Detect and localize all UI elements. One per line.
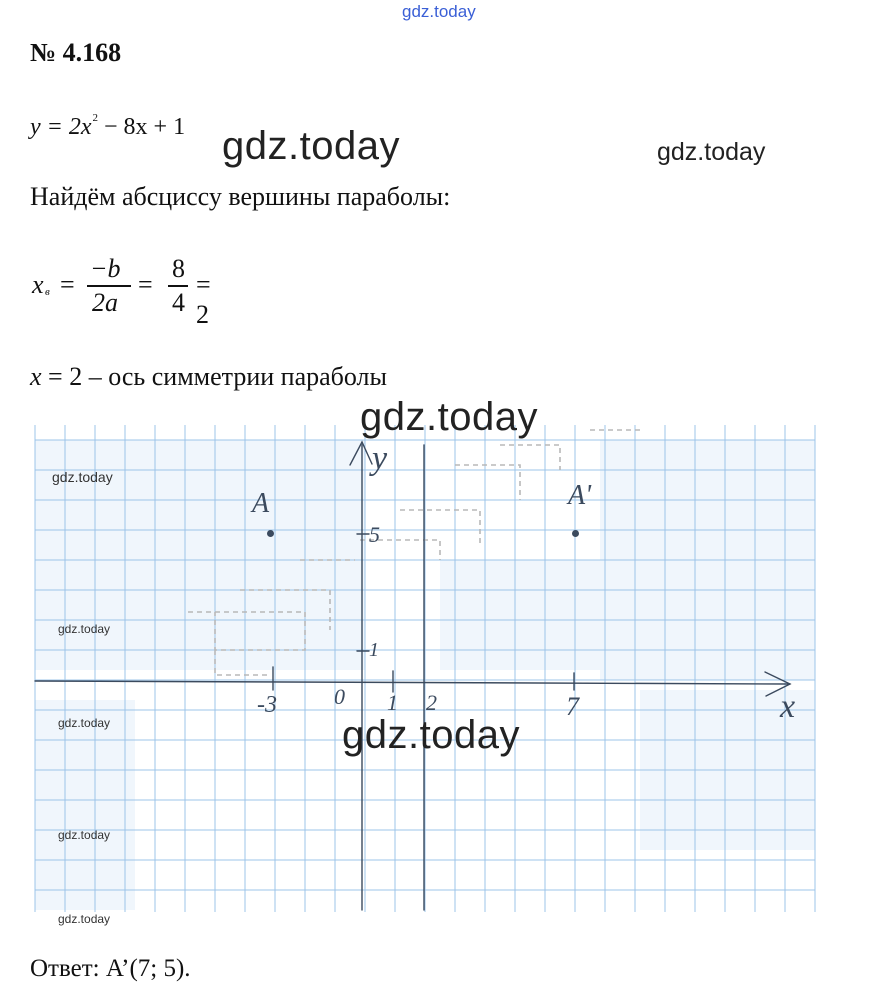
point-a-prime [572,530,579,537]
vertex-result: = 2 [196,270,211,329]
equation-lhs: y = 2 [30,114,81,140]
equation-x: x [80,114,92,140]
vertex-num2: 8 [172,254,185,283]
equation-exponent: 2 [92,112,99,124]
x-tick-label-1: 1 [387,690,398,715]
axis-eq-rest: = 2 – ось симметрии параболы [41,362,387,391]
vertex-den2: 4 [172,288,185,317]
watermark-small-2: gdz.today [58,622,111,636]
y-tick-label-5: 5 [369,522,380,547]
watermark-big-1: gdz.today [222,124,400,168]
x-tick-label-7: 7 [566,692,579,721]
origin-label: 0 [334,684,345,709]
vertex-var: x [32,270,44,299]
watermark-small-4: gdz.today [58,828,111,842]
x-axis [35,681,790,684]
point-a-label: A [252,488,270,519]
watermark-top: gdz.today [402,2,476,21]
axis-eq-var: x [30,362,42,391]
vertex-sub: в [45,286,50,298]
instruction-text: Найдём абсциссу вершины параболы: [30,182,451,211]
equation-rest: − 8x + 1 [98,114,186,140]
y-axis-label: y [372,440,388,477]
watermark-big-2: gdz.today [360,395,538,439]
x-axis-label: x [780,688,796,725]
vertex-den1: 2a [92,288,118,317]
problem-number: № 4.168 [30,38,122,67]
watermark-small-5: gdz.today [58,912,111,926]
watermark-big-3: gdz.today [342,713,520,757]
point-a-prime-label: A' [568,480,592,511]
vertex-num1: −b [90,254,121,283]
point-a [267,530,274,537]
x-tick-label-2: 2 [426,690,437,715]
watermark-small-3: gdz.today [58,716,111,730]
y-tick-label-1: 1 [369,639,379,661]
watermark-small-1: gdz.today [52,469,113,485]
answer-text: Ответ: A’(7; 5). [30,955,191,982]
x-tick-label-minus3: -3 [257,692,277,718]
watermark-right: gdz.today [657,138,766,166]
